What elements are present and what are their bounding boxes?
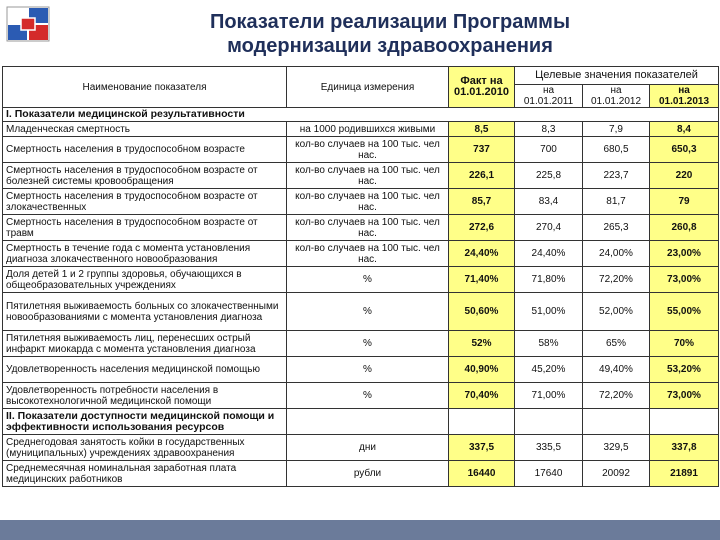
row-target-2013: 8,4 [650,122,719,137]
row-fact: 737 [449,137,515,163]
table-row [3,241,719,267]
footer-bar [0,520,720,540]
row-target-2013: 650,3 [650,137,719,163]
table-row [3,461,719,487]
section-row [3,108,719,122]
table-row [3,383,719,409]
table-row [3,357,719,383]
table-row [3,122,719,137]
section-empty-cell [583,409,650,435]
row-target-2011: 71,00% [515,383,583,409]
row-unit: дни [287,435,449,461]
row-target-2013: 55,00% [650,293,719,331]
row-target-2012: 65% [583,331,650,357]
row-target-2011: 335,5 [515,435,583,461]
section-empty-highlight-cell [650,409,719,435]
row-target-2012: 72,20% [583,267,650,293]
row-target-2013: 23,00% [650,241,719,267]
row-fact: 8,5 [449,122,515,137]
row-name: Удовлетворенность населения медицинской помощью [3,357,287,383]
row-target-2012: 24,00% [583,241,650,267]
row-target-2012: 329,5 [583,435,650,461]
header-target-2013: на 01.01.2013 [650,85,719,108]
row-name: Младенческая смертность [3,122,287,137]
header-unit: Единица измерения [287,67,449,108]
row-unit: кол-во случаев на 100 тыс. чел нас. [287,137,449,163]
section-empty-fact-cell [449,409,515,435]
row-target-2013: 73,00% [650,267,719,293]
section-empty-cell [515,409,583,435]
row-unit: % [287,331,449,357]
row-name: Пятилетняя выживаемость больных со злокачественными новообразованиями с момента установления диагноза [3,293,287,331]
row-name: Среднемесячная номинальная заработная плата медицинских работников [3,461,287,487]
row-fact: 337,5 [449,435,515,461]
table-row [3,215,719,241]
row-target-2012: 680,5 [583,137,650,163]
row-fact: 40,90% [449,357,515,383]
header-target-2011: на 01.01.2011 [515,85,583,108]
table-row [3,331,719,357]
page-title-line1: Показатели реализации Программы [209,11,571,33]
row-unit: % [287,383,449,409]
row-target-2013: 79 [650,189,719,215]
row-unit: % [287,267,449,293]
table-header-row [3,67,719,85]
row-target-2013: 21891 [650,461,719,487]
header-name: Наименование показателя [3,67,287,108]
header-fact: Факт на 01.01.2010 [449,67,515,108]
row-name: Смертность населения в трудоспособном возрасте от травм [3,215,287,241]
row-fact: 71,40% [449,267,515,293]
row-target-2012: 223,7 [583,163,650,189]
table-row [3,163,719,189]
row-target-2013: 337,8 [650,435,719,461]
row-name: Доля детей 1 и 2 группы здоровья, обучающихся в общеобразовательных учреждениях [3,267,287,293]
row-target-2013: 220 [650,163,719,189]
row-unit: % [287,357,449,383]
section-title: I. Показатели медицинской результативности [3,108,719,122]
row-fact: 85,7 [449,189,515,215]
section-row [3,409,719,435]
row-target-2012: 81,7 [583,189,650,215]
row-unit: на 1000 родившихся живыми [287,122,449,137]
row-name: Удовлетворенность потребности населения в высокотехнологичной медицинской помощи [3,383,287,409]
row-target-2011: 270,4 [515,215,583,241]
row-unit: кол-во случаев на 100 тыс. чел нас. [287,189,449,215]
row-target-2013: 73,00% [650,383,719,409]
row-name: Среднегодовая занятость койки в государственных (муниципальных) учреждениях здравоохранения [3,435,287,461]
row-target-2011: 71,80% [515,267,583,293]
row-unit: рубли [287,461,449,487]
header-target-group: Целевые значения показателей [515,67,719,85]
row-fact: 70,40% [449,383,515,409]
row-name: Смертность населения в трудоспособном возрасте от болезней системы кровообращения [3,163,287,189]
row-unit: кол-во случаев на 100 тыс. чел нас. [287,215,449,241]
russian-flag-logo-icon [6,6,50,42]
row-target-2013: 70% [650,331,719,357]
row-unit: кол-во случаев на 100 тыс. чел нас. [287,241,449,267]
row-fact: 16440 [449,461,515,487]
row-target-2011: 24,40% [515,241,583,267]
row-target-2013: 260,8 [650,215,719,241]
table-row [3,293,719,331]
row-target-2011: 17640 [515,461,583,487]
row-target-2011: 700 [515,137,583,163]
row-target-2011: 51,00% [515,293,583,331]
row-target-2012: 20092 [583,461,650,487]
row-target-2011: 8,3 [515,122,583,137]
section-title: II. Показатели доступности медицинской помощи и эффективности использования ресурсов [3,409,287,435]
row-target-2012: 265,3 [583,215,650,241]
table-row [3,137,719,163]
row-fact: 226,1 [449,163,515,189]
table-row [3,267,719,293]
row-target-2012: 52,00% [583,293,650,331]
row-fact: 52% [449,331,515,357]
row-fact: 50,60% [449,293,515,331]
row-name: Пятилетняя выживаемость лиц, перенесших острый инфаркт миокарда с момента установления диагноза [3,331,287,357]
row-target-2011: 45,20% [515,357,583,383]
row-fact: 24,40% [449,241,515,267]
row-target-2012: 49,40% [583,357,650,383]
row-target-2011: 58% [515,331,583,357]
row-fact: 272,6 [449,215,515,241]
page-title-line2: модернизации здравоохранения [227,35,553,57]
row-name: Смертность населения в трудоспособном возрасте от злокачественных [3,189,287,215]
page-title [110,10,670,58]
row-target-2011: 83,4 [515,189,583,215]
section-empty-cell [287,409,449,435]
indicators-table [2,66,719,487]
row-target-2013: 53,20% [650,357,719,383]
row-target-2012: 7,9 [583,122,650,137]
table-row [3,189,719,215]
row-name: Смертность в течение года с момента установления диагноза злокачественного новообразования [3,241,287,267]
table-row [3,435,719,461]
row-unit: кол-во случаев на 100 тыс. чел нас. [287,163,449,189]
row-name: Смертность населения в трудоспособном возрасте [3,137,287,163]
header-target-2012: на 01.01.2012 [583,85,650,108]
row-unit: % [287,293,449,331]
row-target-2012: 72,20% [583,383,650,409]
row-target-2011: 225,8 [515,163,583,189]
